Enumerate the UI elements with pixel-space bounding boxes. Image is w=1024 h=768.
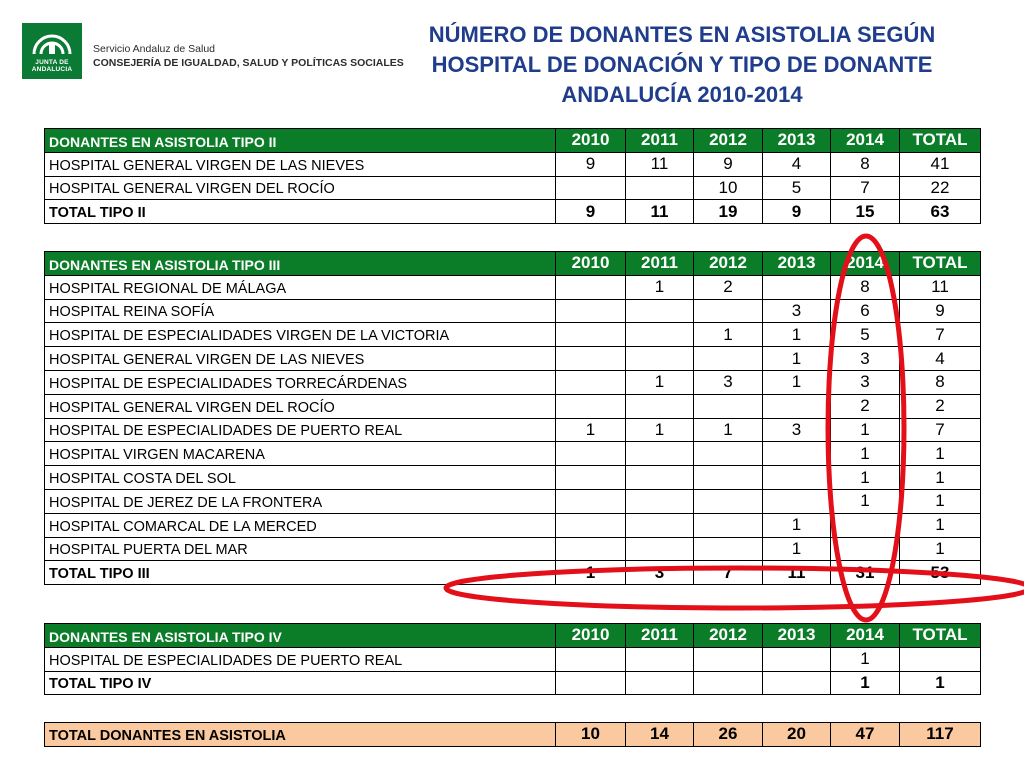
col-2010: 2010 [556, 129, 626, 153]
value-2013: 5 [763, 176, 831, 200]
col-total: TOTAL [900, 252, 981, 276]
value-2011 [626, 647, 694, 671]
table-grand-total [44, 722, 981, 747]
value-2010 [556, 489, 626, 513]
value-2010 [556, 394, 626, 418]
table-tipo-ii [44, 128, 981, 224]
table-heading: DONANTES EN ASISTOLIA TIPO IV [45, 624, 556, 648]
value-total: 4 [900, 347, 981, 371]
total-2012: 7 [694, 561, 763, 585]
value-2010 [556, 466, 626, 490]
col-2014: 2014 [831, 624, 900, 648]
hospital-name: HOSPITAL COMARCAL DE LA MERCED [45, 513, 556, 537]
title-line-3: ANDALUCÍA 2010-2014 [561, 82, 803, 107]
value-2014: 6 [831, 299, 900, 323]
hospital-name: HOSPITAL PUERTA DEL MAR [45, 537, 556, 561]
table-row [45, 537, 981, 561]
value-2012: 10 [694, 176, 763, 200]
value-2010 [556, 299, 626, 323]
value-2010 [556, 275, 626, 299]
value-2011 [626, 537, 694, 561]
col-2010: 2010 [556, 624, 626, 648]
logo-arch-icon [30, 30, 74, 56]
value-2014: 8 [831, 152, 900, 176]
table-row [45, 489, 981, 513]
hospital-name: HOSPITAL GENERAL VIRGEN DE LAS NIEVES [45, 152, 556, 176]
table-row [45, 466, 981, 490]
hospital-name: HOSPITAL REGIONAL DE MÁLAGA [45, 275, 556, 299]
value-2012 [694, 347, 763, 371]
total-row [45, 671, 981, 695]
hospital-name: HOSPITAL GENERAL VIRGEN DEL ROCÍO [45, 176, 556, 200]
total-total: 1 [900, 671, 981, 695]
service-name: Servicio Andaluz de Salud [93, 43, 215, 55]
total-2014: 15 [831, 200, 900, 224]
value-2012 [694, 647, 763, 671]
value-2010 [556, 513, 626, 537]
total-2012 [694, 671, 763, 695]
value-2011: 1 [626, 275, 694, 299]
table-header-row [45, 129, 981, 153]
value-2011: 1 [626, 370, 694, 394]
table-row [45, 347, 981, 371]
table-tipo-iii [44, 251, 981, 585]
value-2014: 5 [831, 323, 900, 347]
hospital-name: HOSPITAL DE ESPECIALIDADES DE PUERTO REAL [45, 418, 556, 442]
total-2011: 11 [626, 200, 694, 224]
value-total: 7 [900, 323, 981, 347]
total-row [45, 561, 981, 585]
total-2010: 1 [556, 561, 626, 585]
value-2012: 1 [694, 418, 763, 442]
hospital-name: HOSPITAL GENERAL VIRGEN DE LAS NIEVES [45, 347, 556, 371]
value-total [900, 647, 981, 671]
table-row [45, 370, 981, 394]
value-2014: 1 [831, 489, 900, 513]
value-2012 [694, 513, 763, 537]
table-heading: DONANTES EN ASISTOLIA TIPO II [45, 129, 556, 153]
col-total: TOTAL [900, 624, 981, 648]
value-2011 [626, 299, 694, 323]
table-row [45, 299, 981, 323]
value-2011 [626, 513, 694, 537]
value-total: 1 [900, 466, 981, 490]
hospital-name: HOSPITAL GENERAL VIRGEN DEL ROCÍO [45, 394, 556, 418]
value-total: 41 [900, 152, 981, 176]
value-2010 [556, 647, 626, 671]
table-row [45, 323, 981, 347]
value-2011 [626, 176, 694, 200]
value-total: 22 [900, 176, 981, 200]
value-total: 1 [900, 489, 981, 513]
value-2013 [763, 275, 831, 299]
hospital-name: HOSPITAL COSTA DEL SOL [45, 466, 556, 490]
hospital-name: HOSPITAL VIRGEN MACARENA [45, 442, 556, 466]
value-2010 [556, 176, 626, 200]
value-2010: 1 [556, 418, 626, 442]
value-2014: 1 [831, 418, 900, 442]
value-2014: 3 [831, 347, 900, 371]
table-row [45, 275, 981, 299]
table-row [45, 647, 981, 671]
total-2010 [556, 671, 626, 695]
value-2013: 3 [763, 418, 831, 442]
value-total: 1 [900, 442, 981, 466]
total-2011: 3 [626, 561, 694, 585]
value-2013: 1 [763, 347, 831, 371]
value-2012 [694, 299, 763, 323]
value-2010: 9 [556, 152, 626, 176]
hospital-name: HOSPITAL REINA SOFÍA [45, 299, 556, 323]
value-2013 [763, 394, 831, 418]
col-2012: 2012 [694, 624, 763, 648]
value-2012: 1 [694, 323, 763, 347]
value-total: 1 [900, 513, 981, 537]
hospital-name: HOSPITAL DE JEREZ DE LA FRONTERA [45, 489, 556, 513]
value-2013: 4 [763, 152, 831, 176]
value-total: 11 [900, 275, 981, 299]
page-title [376, 20, 988, 110]
total-label: TOTAL TIPO II [45, 200, 556, 224]
value-2010 [556, 370, 626, 394]
total-2013: 11 [763, 561, 831, 585]
value-2012 [694, 537, 763, 561]
title-line-1: NÚMERO DE DONANTES EN ASISTOLIA SEGÚN [428, 22, 936, 47]
total-label: TOTAL TIPO IV [45, 671, 556, 695]
value-2011 [626, 394, 694, 418]
total-2013 [763, 671, 831, 695]
value-2011 [626, 347, 694, 371]
ministry-name: CONSEJERÍA DE IGUALDAD, SALUD Y POLÍTICAS SOCIALES [93, 57, 404, 69]
value-2010 [556, 442, 626, 466]
value-total: 2 [900, 394, 981, 418]
value-2013: 1 [763, 513, 831, 537]
table-header-row [45, 624, 981, 648]
col-2011: 2011 [626, 129, 694, 153]
value-total: 8 [900, 370, 981, 394]
value-2010 [556, 323, 626, 347]
value-2012 [694, 489, 763, 513]
value-2014: 8 [831, 275, 900, 299]
col-2013: 2013 [763, 129, 831, 153]
grand-total-row [45, 723, 981, 747]
value-2013: 3 [763, 299, 831, 323]
value-2014 [831, 537, 900, 561]
organization-block [93, 43, 404, 70]
value-total: 1 [900, 537, 981, 561]
hospital-name: HOSPITAL DE ESPECIALIDADES DE PUERTO REAL [45, 647, 556, 671]
table-row [45, 152, 981, 176]
value-2012 [694, 442, 763, 466]
value-2013 [763, 647, 831, 671]
value-2010 [556, 347, 626, 371]
value-2013: 1 [763, 323, 831, 347]
total-2014: 1 [831, 671, 900, 695]
col-2011: 2011 [626, 252, 694, 276]
col-2012: 2012 [694, 252, 763, 276]
col-2014: 2014 [831, 252, 900, 276]
value-2014: 3 [831, 370, 900, 394]
value-2014 [831, 513, 900, 537]
col-2014: 2014 [831, 129, 900, 153]
col-2013: 2013 [763, 624, 831, 648]
value-2012: 3 [694, 370, 763, 394]
total-total: 63 [900, 200, 981, 224]
col-2012: 2012 [694, 129, 763, 153]
value-total: 7 [900, 418, 981, 442]
value-2011 [626, 489, 694, 513]
total-label: TOTAL TIPO III [45, 561, 556, 585]
value-total: 9 [900, 299, 981, 323]
value-2011 [626, 442, 694, 466]
hospital-name: HOSPITAL DE ESPECIALIDADES TORRECÁRDENAS [45, 370, 556, 394]
grand-total-2013: 20 [763, 723, 831, 747]
value-2012: 2 [694, 275, 763, 299]
value-2010 [556, 537, 626, 561]
value-2014: 7 [831, 176, 900, 200]
table-row [45, 176, 981, 200]
value-2014: 1 [831, 442, 900, 466]
value-2013: 1 [763, 537, 831, 561]
hospital-name: HOSPITAL DE ESPECIALIDADES VIRGEN DE LA VICTORIA [45, 323, 556, 347]
table-row [45, 418, 981, 442]
value-2011: 1 [626, 418, 694, 442]
total-2013: 9 [763, 200, 831, 224]
grand-total-2012: 26 [694, 723, 763, 747]
logo-text: JUNTA DE ANDALUCIA [31, 59, 73, 73]
value-2013 [763, 442, 831, 466]
value-2012: 9 [694, 152, 763, 176]
grand-total-label: TOTAL DONANTES EN ASISTOLIA [45, 723, 556, 747]
value-2013: 1 [763, 370, 831, 394]
grand-total-2010: 10 [556, 723, 626, 747]
total-2011 [626, 671, 694, 695]
grand-total-total: 117 [900, 723, 981, 747]
table-heading: DONANTES EN ASISTOLIA TIPO III [45, 252, 556, 276]
value-2011: 11 [626, 152, 694, 176]
value-2014: 1 [831, 466, 900, 490]
total-2010: 9 [556, 200, 626, 224]
value-2014: 1 [831, 647, 900, 671]
value-2013 [763, 466, 831, 490]
total-row [45, 200, 981, 224]
col-2010: 2010 [556, 252, 626, 276]
value-2013 [763, 489, 831, 513]
value-2014: 2 [831, 394, 900, 418]
col-total: TOTAL [900, 129, 981, 153]
table-tipo-iv [44, 623, 981, 695]
table-header-row [45, 252, 981, 276]
col-2011: 2011 [626, 624, 694, 648]
total-2012: 19 [694, 200, 763, 224]
grand-total-2011: 14 [626, 723, 694, 747]
table-row [45, 394, 981, 418]
value-2012 [694, 394, 763, 418]
table-row [45, 513, 981, 537]
junta-de-andalucia-logo [22, 23, 82, 79]
grand-total-2014: 47 [831, 723, 900, 747]
value-2012 [694, 466, 763, 490]
total-2014: 31 [831, 561, 900, 585]
col-2013: 2013 [763, 252, 831, 276]
value-2011 [626, 466, 694, 490]
value-2011 [626, 323, 694, 347]
title-line-2: HOSPITAL DE DONACIÓN Y TIPO DE DONANTE [431, 52, 933, 77]
total-total: 53 [900, 561, 981, 585]
table-row [45, 442, 981, 466]
